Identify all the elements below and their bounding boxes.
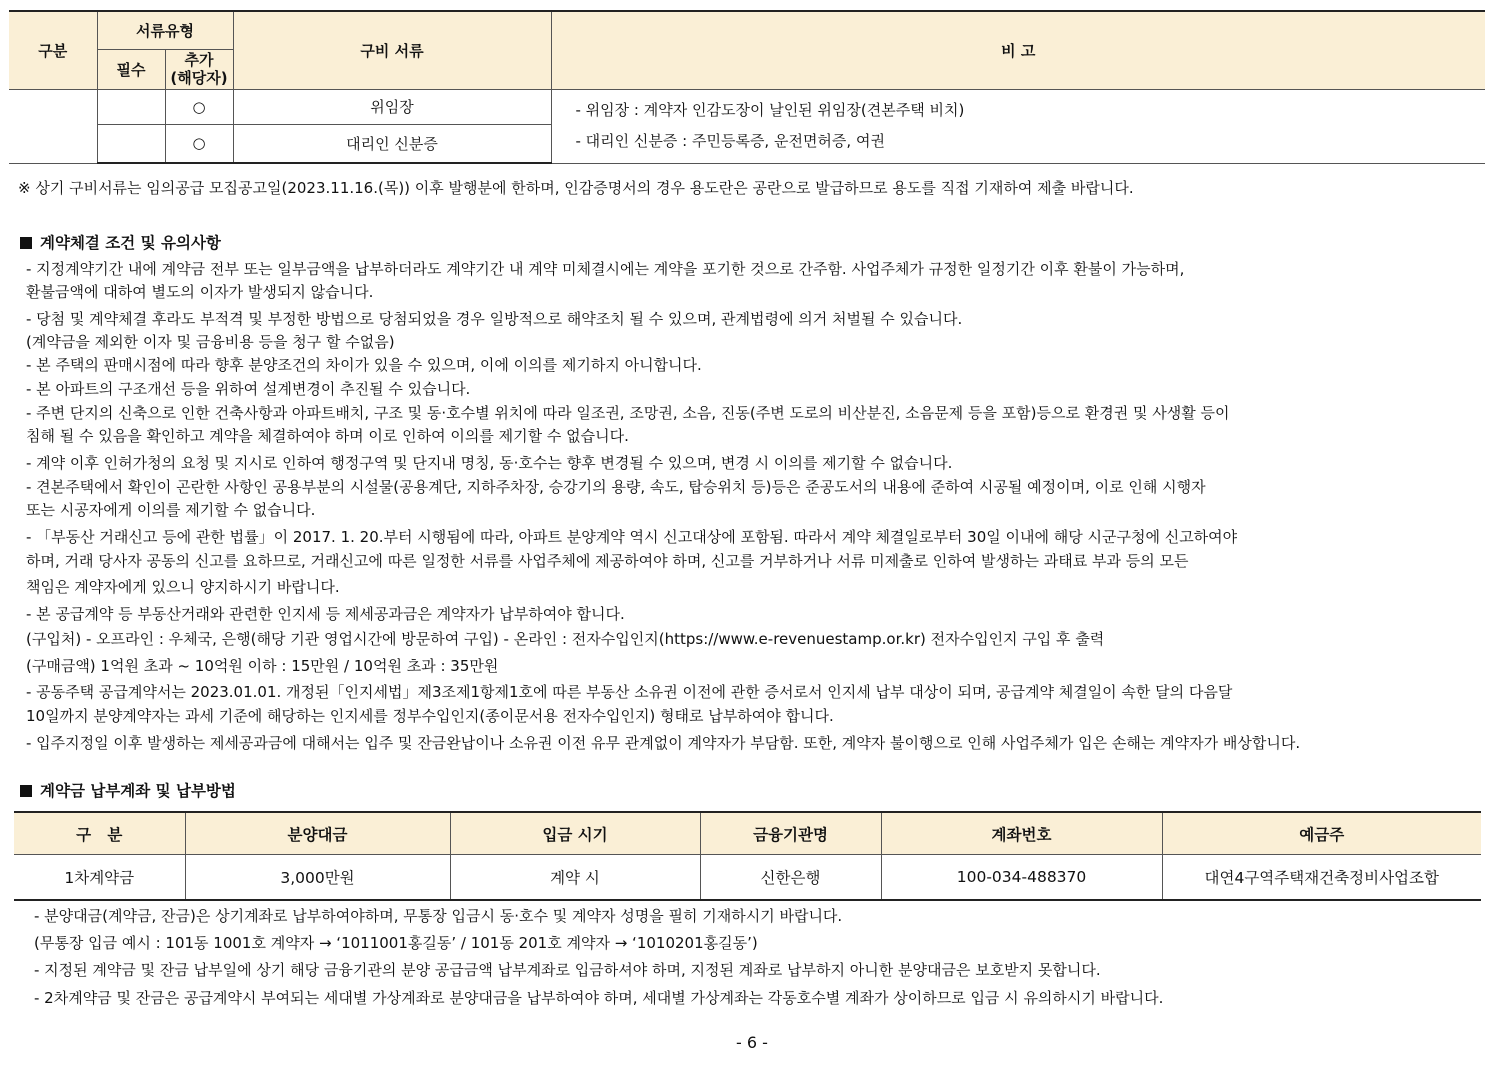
- header-additional: [165, 49, 233, 89]
- additional-cell: ○: [165, 124, 233, 163]
- additional-cell: ○: [165, 89, 233, 124]
- section-title-contract-conditions: [20, 231, 221, 253]
- para-line: - 당첨 및 계약체결 후라도 부적격 및 부정한 방법으로 당첨되었을 경우 일방적으로 해약조치 될 수 있으며, 관계법령에 의거 처벌될 수 있습니다.: [26, 310, 963, 328]
- cell-bank: 신한은행: [700, 855, 881, 901]
- header-gubun: 구분: [9, 11, 97, 89]
- payment-account-table: [14, 811, 1481, 901]
- doc-cell: 위임장: [233, 89, 551, 124]
- header-deposit-time: 입금 시기: [450, 812, 700, 855]
- para-line: - 견본주택에서 확인이 곤란한 사항인 공용부분의 시설물(공용계단, 지하주차장, 승강기의 용량, 속도, 탑승위치 등)등은 준공도서의 내용에 준하여 시공될 예정이며, 이로 인해 시행자: [26, 478, 1206, 496]
- section-title-text: 계약체결 조건 및 유의사항: [40, 234, 221, 252]
- cell-category: 1차계약금: [14, 855, 185, 901]
- header-docs: 구비 서류: [233, 11, 551, 89]
- para-line: 하며, 거래 당사자 공동의 신고를 요하므로, 거래신고에 따른 일정한 서류를 사업주체에 제공하여야 하며, 신고를 거부하거나 서류 미제출로 인하여 발생하는 과태료 부과 등의 모든: [26, 552, 1189, 570]
- documents-note: ※ 상기 구비서류는 임의공급 모집공고일(2023.11.16.(목)) 이후 발행분에 한하며, 인감증명서의 경우 용도란은 공란으로 발급하므로 용도를 직접 기재하여 제출 바랍니다.: [18, 179, 1134, 197]
- para-line: - 본 공급계약 등 부동산거래와 관련한 인지세 등 제세공과금은 계약자가 납부하여야 합니다.: [26, 605, 625, 623]
- header-additional-line2: (해당자): [170, 69, 228, 87]
- required-cell: [97, 124, 165, 163]
- cell-account-holder: 대연4구역주택재건축정비사업조합: [1162, 855, 1481, 901]
- para-line: 침해 될 수 있음을 확인하고 계약을 체결하여야 하며 이로 인하여 이의를 제기할 수 없습니다.: [26, 427, 629, 445]
- para-line: - 지정계약기간 내에 계약금 전부 또는 일부금액을 납부하더라도 계약기간 내 계약 미체결시에는 계약을 포기한 것으로 간주함. 사업주체가 규정한 일정기간 이후 환불이 가능하며,: [26, 260, 1185, 278]
- payment-note: - 2차계약금 및 잔금은 공급계약시 부여되는 세대별 가상계좌로 분양대금을 납부하여야 하며, 세대별 가상계좌는 각동호수별 계좌가 상이하므로 입금 시 유의하시기 바랍니다.: [34, 989, 1164, 1007]
- para-line: (구입처) - 오프라인 : 우체국, 은행(해당 기관 영업시간에 방문하여 구입) - 온라인 : 전자수입인지(https://www.e-revenuestamp.or.kr) 전자수입인지 구입 후 출력: [26, 630, 1105, 648]
- gubun-cell: [9, 89, 97, 163]
- header-bank: 금융기관명: [700, 812, 881, 855]
- cell-deposit-time: 계약 시: [450, 855, 700, 901]
- header-amount: 분양대금: [185, 812, 450, 855]
- para-line: 책임은 계약자에게 있으니 양지하시기 바랍니다.: [26, 578, 340, 596]
- remarks-cell: [551, 89, 1485, 163]
- header-remarks: 비 고: [551, 11, 1485, 89]
- section-title-payment-account: [20, 779, 236, 801]
- cell-amount: 3,000만원: [185, 855, 450, 901]
- page-number: - 6 -: [736, 1033, 768, 1052]
- para-line: (구매금액) 1억원 초과 ~ 10억원 이하 : 15만원 / 10억원 초과 : 35만원: [26, 657, 499, 675]
- header-category: 구 분: [14, 812, 185, 855]
- header-account-number: 계좌번호: [881, 812, 1162, 855]
- required-cell: [97, 89, 165, 124]
- section-title-text: 계약금 납부계좌 및 납부방법: [40, 782, 236, 800]
- doc-cell: 대리인 신분증: [233, 124, 551, 163]
- table-row: [14, 855, 1481, 901]
- header-required: 필수: [97, 49, 165, 89]
- para-line: - 본 아파트의 구조개선 등을 위하여 설계변경이 추진될 수 있습니다.: [26, 380, 471, 398]
- square-bullet-icon: [20, 785, 32, 797]
- payment-note: - 지정된 계약금 및 잔금 납부일에 상기 해당 금융기관의 분양 공급금액 납부계좌로 입금하셔야 하며, 지정된 계좌로 납부하지 아니한 분양대금은 보호받지 못합니다.: [34, 961, 1101, 979]
- para-line: (계약금을 제외한 이자 및 금융비용 등을 청구 할 수없음): [26, 333, 395, 351]
- remark-line: - 위임장 : 계약자 인감도장이 날인된 위임장(견본주택 비치): [575, 101, 965, 119]
- para-line: - 주변 단지의 신축으로 인한 건축사항과 아파트배치, 구조 및 동·호수별 위치에 따라 일조권, 조망권, 소음, 진동(주변 도로의 비산분진, 소음문제 등을 포함)등으로 환경권 및 사생활 등이: [26, 404, 1230, 422]
- header-doc-type: 서류유형: [97, 11, 233, 49]
- cell-account-number: 100-034-488370: [881, 855, 1162, 901]
- remark-line: - 대리인 신분증 : 주민등록증, 운전면허증, 여권: [575, 132, 885, 150]
- payment-note: (무통장 입금 예시 : 101동 1001호 계약자 → ‘1011001홍길동’ / 101동 201호 계약자 → ‘1010201홍길동’): [34, 934, 758, 952]
- para-line: - 「부동산 거래신고 등에 관한 법률」이 2017. 1. 20.부터 시행됨에 따라, 아파트 분양계약 역시 신고대상에 포함됨. 따라서 계약 체결일로부터 30일 이내에 해당 시군구청에 신고하여야: [26, 528, 1238, 546]
- para-line: - 계약 이후 인허가청의 요청 및 지시로 인하여 행정구역 및 단지내 명칭, 동·호수는 향후 변경될 수 있으며, 변경 시 이의를 제기할 수 없습니다.: [26, 454, 953, 472]
- payment-note: - 분양대금(계약금, 잔금)은 상기계좌로 납부하여야하며, 무통장 입금시 동·호수 및 계약자 성명을 필히 기재하시기 바랍니다.: [34, 907, 843, 925]
- header-account-holder: 예금주: [1162, 812, 1481, 855]
- para-line: - 공동주택 공급계약서는 2023.01.01. 개정된「인지세법」제3조제1항제1호에 따른 부동산 소유권 이전에 관한 증서로서 인지세 납부 대상이 되며, 공급계약 체결일이 속한 달의 다음달: [26, 683, 1233, 701]
- para-line: - 본 주택의 판매시점에 따라 향후 분양조건의 차이가 있을 수 있으며, 이에 이의를 제기하지 아니합니다.: [26, 356, 702, 374]
- para-line: 10일까지 분양계약자는 과세 기준에 해당하는 인지세를 정부수입인지(종이문서용 전자수입인지) 형태로 납부하여야 합니다.: [26, 707, 834, 725]
- para-line: 환불금액에 대하여 별도의 이자가 발생되지 않습니다.: [26, 283, 374, 301]
- header-additional-line1: 추가: [184, 51, 214, 69]
- para-line: - 입주지정일 이후 발생하는 제세공과금에 대해서는 입주 및 잔금완납이나 소유권 이전 유무 관계없이 계약자가 부담함. 또한, 계약자 불이행으로 인해 사업주체가 입은 손해는 계약자가 배상합니다.: [26, 734, 1301, 752]
- required-documents-table: [9, 10, 1485, 164]
- square-bullet-icon: [20, 237, 32, 249]
- para-line: 또는 시공자에게 이의를 제기할 수 없습니다.: [26, 501, 316, 519]
